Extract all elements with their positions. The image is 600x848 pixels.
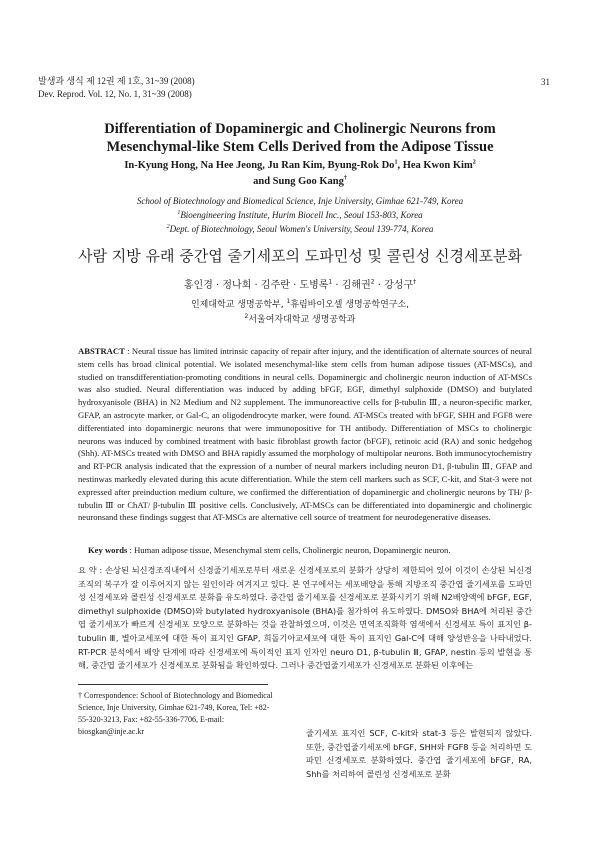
- correspondence-footnote: † Correspondence: School of Biotechnology and Biomedical Science, Inje University, Gimhae 621-749, Korea, Tel: +82-55-320-3213, Fax: +82-55-336-7706, E-mail: biosgkan@inje.ac.kr: [78, 691, 273, 736]
- journal-header-english: Dev. Reprod. Vol. 12, No. 1, 31~39 (2008): [38, 89, 192, 99]
- keywords-label: Key words: [88, 545, 128, 555]
- affiliation-2: $^2$Dept. of Biotechnology, Seoul Women's University, Seoul 139-774, Korea: [166, 224, 434, 234]
- author-list: [40, 158, 560, 190]
- affiliations: [40, 194, 560, 236]
- title-line-1: Differentiation of Dopaminergic and Cholinergic Neurons from: [104, 121, 496, 137]
- affiliation-0: School of Biotechnology and Biomedical Science, Inje University, Gimhae 621-749, Korea: [136, 196, 464, 206]
- korean-authors: 홍인경 · 정나희 · 김주란 · 도병록$^1$ · 김해권$^2$ · 강성구†: [183, 278, 417, 291]
- abstract-label: ABSTRACT: [78, 346, 125, 356]
- authors-line-1: In-Kyung Hong, Na Hee Jeong, Ju Ran Kim, Byung-Rok Do$^1$, Hea Kwon Kim$^2$: [124, 159, 476, 171]
- korean-affiliation-line-2: $^2$서울여자대학교 생명공학과: [244, 313, 356, 325]
- authors-line-2: and Sung Goo Kang†: [253, 175, 347, 187]
- keywords: [88, 544, 532, 556]
- korean-affiliations: [40, 298, 560, 328]
- affiliation-1: $^1$Bioengineering Institute, Hurim Biocell Inc., Seoul 153-803, Korea: [177, 210, 423, 220]
- abstract: [78, 345, 532, 524]
- korean-abstract-continued: 줄기세포 표지인 SCF, C-kit와 stat-3 등은 발현되지 않았다. 또한, 중간엽줄기세포에 bFGF, SHH와 FGF8 등을 처리하면 도파민 신경세포로 분화하였다. 중간엽 줄기세포에 bFGF, RA, Shh를 처리하여 콜린성 신경세포로 분화: [306, 728, 532, 779]
- korean-affiliation-line-1: 인제대학교 생명공학부, $^1$휴림바이오셀 생명공학연구소,: [190, 298, 410, 310]
- paper-title: [40, 120, 560, 156]
- keywords-text: : Human adipose tissue, Mesenchymal stem cells, Cholinergic neuron, Dopaminergic neuron.: [127, 545, 451, 555]
- korean-abstract: 요 약 : 손상된 뇌신경조직내에서 신경줄기세포로부터 새로운 신경세포로의 분화가 상당히 제한되어 있어 이것이 손상된 뇌신경조직의 복구가 잘 이루어지지 않는 원인이라 여겨지고 있다. 본 연구에서는 세포배양을 통해 지방조직 중간엽 줄기세포를 도파민성 신경세포와 콜린성 신경세포로 분화를 유도하였다. 중간엽 줄기세포를 신경세포로 분화시키기 위해 N2배양액에 bFGF, EGF, dimethyl sulphoxide (DMSO)와 butylated hydroxyanisole (BHA)를 첨가하여 유도하였다. DMSO와 BHA에 처리된 중간엽 줄기세포가 빠르게 신경세포 모양으로 분화하는 것을 관찰하였으며, 이것은 면역조직화학 염색에서 신경세포 특이 표지인 β-tubulin Ⅲ, 별아교세포에 대한 특이 표지인 GFAP, 희돌기아교세포에 대한 특이 표지인 Gal-C에 대해 양성반응을 나타내었다. RT-PCR 분석에서 배양 단계에 따라 신경세포에 특이적인 표지 인자인 neuro D1, β-tubulin Ⅲ, GFAP, nestin 등의 발현을 통해, 중간엽 줄기세포가 신경세포로 분화됨을 확인하였다. 그러나 중간엽줄기세포가 신경세포로 분화된 이후에는: [78, 565, 532, 671]
- korean-title: 사람 지방 유래 중간엽 줄기세포의 도파민성 및 콜린성 신경세포분화: [78, 247, 522, 265]
- page-number: 31: [541, 77, 550, 87]
- title-line-2: Mesenchymal-like Stem Cells Derived from the Adipose Tissue: [106, 139, 494, 155]
- abstract-text: : Neural tissue has limited intrinsic capacity of repair after injury, and the identification of alternate sources of neural stem cells has broad clinical potential. We isolated mesenchymal-like stem cells from human adipose tissues (AT-MSCs), and studied on transdifferentiation-promoting conditions in neural cells. Dopaminergic and cholinergic neuron induction of AT-MSCs was also studied. Neural differentiation was induced by adding bFGF, EGF, dimethyl sulphoxide (DMSO) and butylated hydroxyanisole (BHA) in N2 Medium and N2 supplement. The immunoreactive cells for β-tubulin Ⅲ, a neuron-specific marker, GFAP, an astrocyte marker, or Gal-C, an oligodendrocyte marker, were found. AT-MSCs treated with bFGF, SHH and FGF8 were differentiated into dopaminergic neurons that were immunopositive for TH antibody. Differentiation of MSCs to cholinergic neurons was induced by combined treatment with basic fibroblast growth factor (bFGF), retinoic acid (RA) and sonic hedgehog (Shh). AT-MSCs treated with DMSO and BHA rapidly assumed the morphology of multipolar neurons. Both immunocytochemistry and RT-PCR analysis indicated that the expression of a number of neural markers including neuron D1, β-tubulin Ⅲ, GFAP and nestinwas markedly elevated during this acute differentiation. While the stem cell markers such as SCF, C-kit, and Stat-3 were not expressed after preinduction medium culture, we confirmed the differentiation of dopaminergic and cholinergic neurons by TH/ β-tubulin Ⅲ or ChAT/ β-tubulin Ⅲ positive cells. Conclusively, AT-MSCs can be differentiated into dopaminergic and cholinergic neuronsand these findings suggest that AT-MSCs are alternative cell source of treatment for neurodegenerative diseases.: [78, 346, 532, 523]
- footnote-divider: [78, 684, 268, 685]
- journal-header-korean: 발생과 생식 제 12권 제 1호, 31~39 (2008): [38, 76, 195, 86]
